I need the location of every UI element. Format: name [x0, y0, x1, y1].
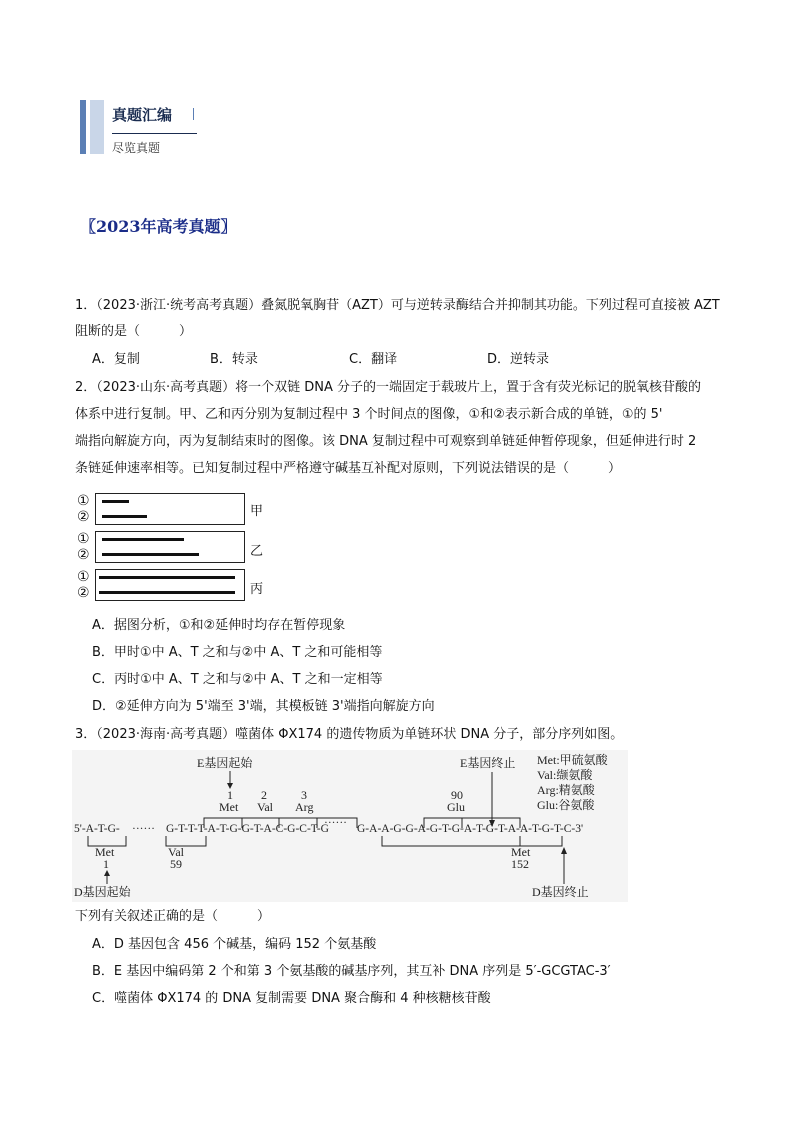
q2-line2: 体系中进行复制。甲、乙和丙分别为复制过程中 3 个时间点的图像，①和②表示新合成的单链，①的 5' [75, 407, 663, 422]
q1-option-b: B．转录 [210, 352, 258, 367]
q3-line2: 下列有关叙述正确的是（ ） [75, 909, 271, 924]
panel2-strand1-bar [102, 538, 184, 541]
d-codon-aa-59: Val [168, 845, 184, 859]
q2-line3: 端指向解旋方向，丙为复制结束时的图像。该 DNA 复制过程中可观察到单链延伸暂停现象，但延伸进行时 2 [75, 434, 697, 449]
e-codon-aa-3: Arg [295, 800, 314, 814]
q2-option-d: D．②延伸方向为 5'端至 3'端，其模板链 3'端指向解旋方向 [92, 699, 435, 714]
q1-line2: 阻断的是（ ） [75, 324, 193, 339]
seq-part-3: G-T-T-T-A-T-G-G-T-A-C-G-C-T-G [166, 823, 329, 835]
panel2-strand2-label: ② [77, 547, 90, 563]
panel1-strand2-bar [102, 515, 147, 518]
header-accent-bar [80, 100, 86, 154]
q3-option-a: A．D 基因包含 456 个碱基，编码 152 个氨基酸 [92, 937, 377, 952]
header-title: 真题汇编 [112, 106, 173, 124]
header-subtitle: 尽览真题 [112, 141, 161, 155]
d-codon-num-152: 152 [511, 857, 529, 871]
panel2-strand2-bar [102, 553, 199, 556]
seq-part-2: ······ [132, 823, 155, 835]
panel2-label: 乙 [250, 544, 264, 559]
q2-option-c: C．丙时①中 A、T 之和与②中 A、T 之和一定相等 [92, 672, 383, 687]
legend-val: Val:缬氨酸 [537, 768, 593, 782]
header-accent-bar-light [90, 100, 104, 154]
d-codon-num-59: 59 [170, 857, 182, 871]
q2-line1: 2．（2023·山东·高考真题）将一个双链 DNA 分子的一端固定于载玻片上，置于含有荧光标记的脱氧核苷酸的 [75, 380, 702, 395]
panel1-strand1-label: ① [77, 493, 90, 509]
panel3-strand1-label: ① [77, 569, 90, 585]
e-codon-num-90: 90 [451, 788, 463, 802]
panel3-strand1-bar [99, 576, 235, 579]
panel3-label: 丙 [250, 582, 264, 597]
d-gene-end-label: D基因终止 [532, 885, 589, 899]
header-underline [112, 133, 197, 134]
header-divider [193, 108, 194, 120]
e-codon-num-3: 3 [301, 788, 307, 802]
panel1-label: 甲 [250, 504, 264, 519]
d-gene-start-label: D基因起始 [74, 885, 131, 899]
q1-option-a: A．复制 [92, 352, 140, 367]
e-codon-num-1: 1 [227, 788, 233, 802]
panel3-strand2-bar [99, 591, 235, 594]
q1-option-c: C．翻译 [349, 352, 398, 367]
d-codon-num-1: 1 [103, 857, 109, 871]
panel1-strand2-label: ② [77, 509, 90, 525]
e-codon-num-2: 2 [261, 788, 267, 802]
panel-box [95, 569, 245, 601]
q2-option-b: B．甲时①中 A、T 之和与②中 A、T 之和可能相等 [92, 645, 383, 660]
q3-sequence-diagram [72, 750, 628, 902]
legend-glu: Glu:谷氨酸 [537, 798, 595, 812]
e-gene-start-label: E基因起始 [197, 756, 253, 770]
e-gene-end-label: E基因终止 [460, 756, 516, 770]
panel1-strand1-bar [102, 500, 129, 503]
q1-line1: 1．（2023·浙江·统考高考真题）叠氮脱氧胸苷（AZT）可与逆转录酶结合并抑制其功能。下列过程可直接被 AZT [75, 298, 720, 313]
legend-met: Met:甲硫氨酸 [537, 753, 608, 767]
legend-arg: Arg:精氨酸 [537, 783, 595, 797]
panel-box [95, 493, 245, 525]
seq-part-5: G-A-A-G-G-A-G-T-G-A-T-G-T-A-A-T-G-T-C-3' [357, 823, 584, 835]
seq-part-1: 5'-A-T-G- [74, 823, 120, 835]
e-codon-aa-90: Glu [447, 800, 465, 814]
d-codon-aa-1: Met [95, 845, 115, 859]
q2-option-a: A．据图分析，①和②延伸时均存在暂停现象 [92, 618, 346, 633]
q3-option-c: C．噬菌体 ΦX174 的 DNA 复制需要 DNA 聚合酶和 4 种核糖核苷酸 [92, 991, 491, 1006]
q1-option-d: D．逆转录 [487, 352, 550, 367]
section-title: 〖2023年高考真题〗 [80, 217, 237, 236]
seq-part-4: ······ [324, 817, 347, 829]
q2-line4: 条链延伸速率相等。已知复制过程中严格遵守碱基互补配对原则，下列说法错误的是（ ） [75, 461, 622, 476]
e-codon-aa-1: Met [219, 800, 239, 814]
panel-box [95, 531, 245, 563]
panel3-strand2-label: ② [77, 585, 90, 601]
d-codon-aa-152: Met [511, 845, 531, 859]
e-codon-aa-2: Val [257, 800, 273, 814]
q3-option-b: B．E 基因中编码第 2 个和第 3 个氨基酸的碱基序列，其互补 DNA 序列是 5′-GCGTAC-3′ [92, 964, 611, 979]
q3-line1: 3．（2023·海南·高考真题）噬菌体 ΦX174 的遗传物质为单链环状 DNA 分子，部分序列如图。 [75, 727, 624, 742]
panel2-strand1-label: ① [77, 531, 90, 547]
